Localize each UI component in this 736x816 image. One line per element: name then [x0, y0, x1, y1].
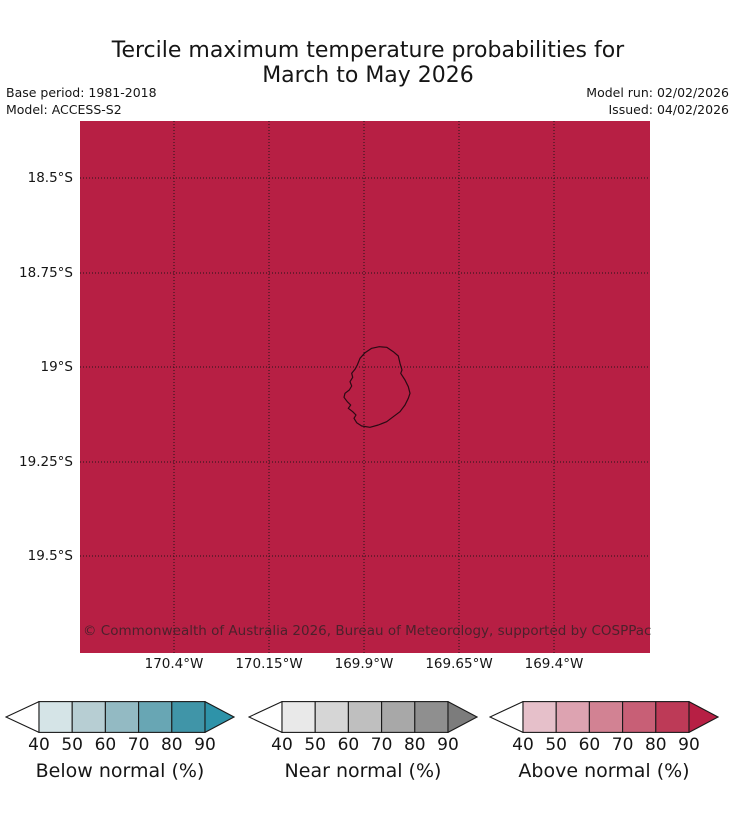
- colorbar-above-normal: [489, 701, 719, 783]
- colorbar-above-tick-50: 50: [545, 735, 567, 755]
- colorbar-below-label: Below normal (%): [35, 760, 205, 782]
- colorbar-below-tick-80: 80: [160, 735, 183, 755]
- colorbar-near-tick-40: 40: [271, 735, 293, 755]
- colorbar-above-tick-60: 60: [578, 735, 601, 755]
- meta-right: [586, 84, 729, 118]
- colorbar-near-left-arrow: [249, 702, 282, 733]
- colorbar-above-segment-40-50: [523, 702, 556, 733]
- ytick-19s: 19°S: [40, 359, 73, 375]
- colorbar-above-tick-90: 90: [678, 735, 700, 755]
- colorbar-below-segment-50-60: [72, 702, 105, 733]
- colorbar-below-segment-40-50: [39, 702, 72, 733]
- colorbar-near-tick-50: 50: [304, 735, 326, 755]
- colorbar-below-segment-60-70: [105, 702, 138, 733]
- colorbar-near-segment-80-90: [415, 702, 448, 733]
- ytick-19-5s: 19.5°S: [27, 548, 73, 564]
- map-fill: [80, 121, 650, 653]
- colorbar-near-normal-bar: [248, 701, 478, 733]
- colorbar-above-label: Above normal (%): [518, 760, 690, 782]
- colorbar-above-right-arrow: [689, 702, 718, 733]
- colorbar-above-tick-40: 40: [512, 735, 534, 755]
- colorbar-near-tick-80: 80: [403, 735, 426, 755]
- figure-title: [0, 38, 736, 88]
- ytick-18-5s: 18.5°S: [27, 170, 73, 186]
- base-period-text: Base period: 1981-2018: [6, 85, 157, 100]
- colorbar-below-right-arrow: [205, 702, 234, 733]
- colorbar-below-segment-80-90: [172, 702, 205, 733]
- colorbar-near-normal: [248, 701, 478, 783]
- model-run-text: Model run: 02/02/2026: [586, 85, 729, 100]
- issued-text: Issued: 04/02/2026: [608, 102, 729, 117]
- copyright-attribution-text: © Commonwealth of Australia 2026, Bureau of Meteorology, supported by COSPPac: [83, 623, 652, 639]
- colorbar-below-tick-90: 90: [194, 735, 216, 755]
- meta-left: [6, 84, 157, 118]
- figure-title-line2: March to May 2026: [262, 63, 474, 88]
- colorbar-near-label: Near normal (%): [284, 760, 442, 782]
- colorbar-above-segment-70-80: [623, 702, 656, 733]
- colorbar-below-tick-60: 60: [94, 735, 117, 755]
- colorbar-above-left-arrow: [490, 702, 523, 733]
- colorbar-below-normal-bar: [5, 701, 235, 733]
- colorbar-near-tick-60: 60: [337, 735, 360, 755]
- colorbar-below-normal: [5, 701, 235, 783]
- model-text: Model: ACCESS-S2: [6, 102, 122, 117]
- ytick-18-75s: 18.75°S: [19, 265, 73, 281]
- colorbar-near-right-arrow: [448, 702, 477, 733]
- ytick-19-25s: 19.25°S: [19, 454, 73, 470]
- xtick-169-9w: 169.9°W: [334, 656, 394, 672]
- xtick-170-15w: 170.15°W: [235, 656, 303, 672]
- map-panel: [80, 121, 650, 653]
- colorbar-below-segment-70-80: [139, 702, 172, 733]
- colorbar-below-tick-40: 40: [28, 735, 50, 755]
- map-canvas: [80, 121, 650, 653]
- colorbar-near-tick-70: 70: [370, 735, 393, 755]
- xtick-169-4w: 169.4°W: [524, 656, 584, 672]
- xtick-170-4w: 170.4°W: [144, 656, 204, 672]
- xtick-169-65w: 169.65°W: [425, 656, 493, 672]
- colorbar-below-tick-70: 70: [127, 735, 150, 755]
- figure-title-line1: Tercile maximum temperature probabilities for: [111, 38, 625, 63]
- colorbar-near-segment-50-60: [315, 702, 348, 733]
- colorbar-above-tick-80: 80: [644, 735, 667, 755]
- colorbar-below-tick-50: 50: [61, 735, 83, 755]
- colorbar-above-normal-bar: [489, 701, 719, 733]
- colorbar-near-segment-60-70: [348, 702, 381, 733]
- colorbar-near-segment-70-80: [382, 702, 415, 733]
- colorbar-above-tick-70: 70: [611, 735, 634, 755]
- colorbar-near-segment-40-50: [282, 702, 315, 733]
- colorbar-above-segment-50-60: [556, 702, 589, 733]
- colorbar-below-left-arrow: [6, 702, 39, 733]
- colorbar-above-segment-80-90: [656, 702, 689, 733]
- colorbar-near-tick-90: 90: [437, 735, 459, 755]
- colorbar-above-segment-60-70: [589, 702, 622, 733]
